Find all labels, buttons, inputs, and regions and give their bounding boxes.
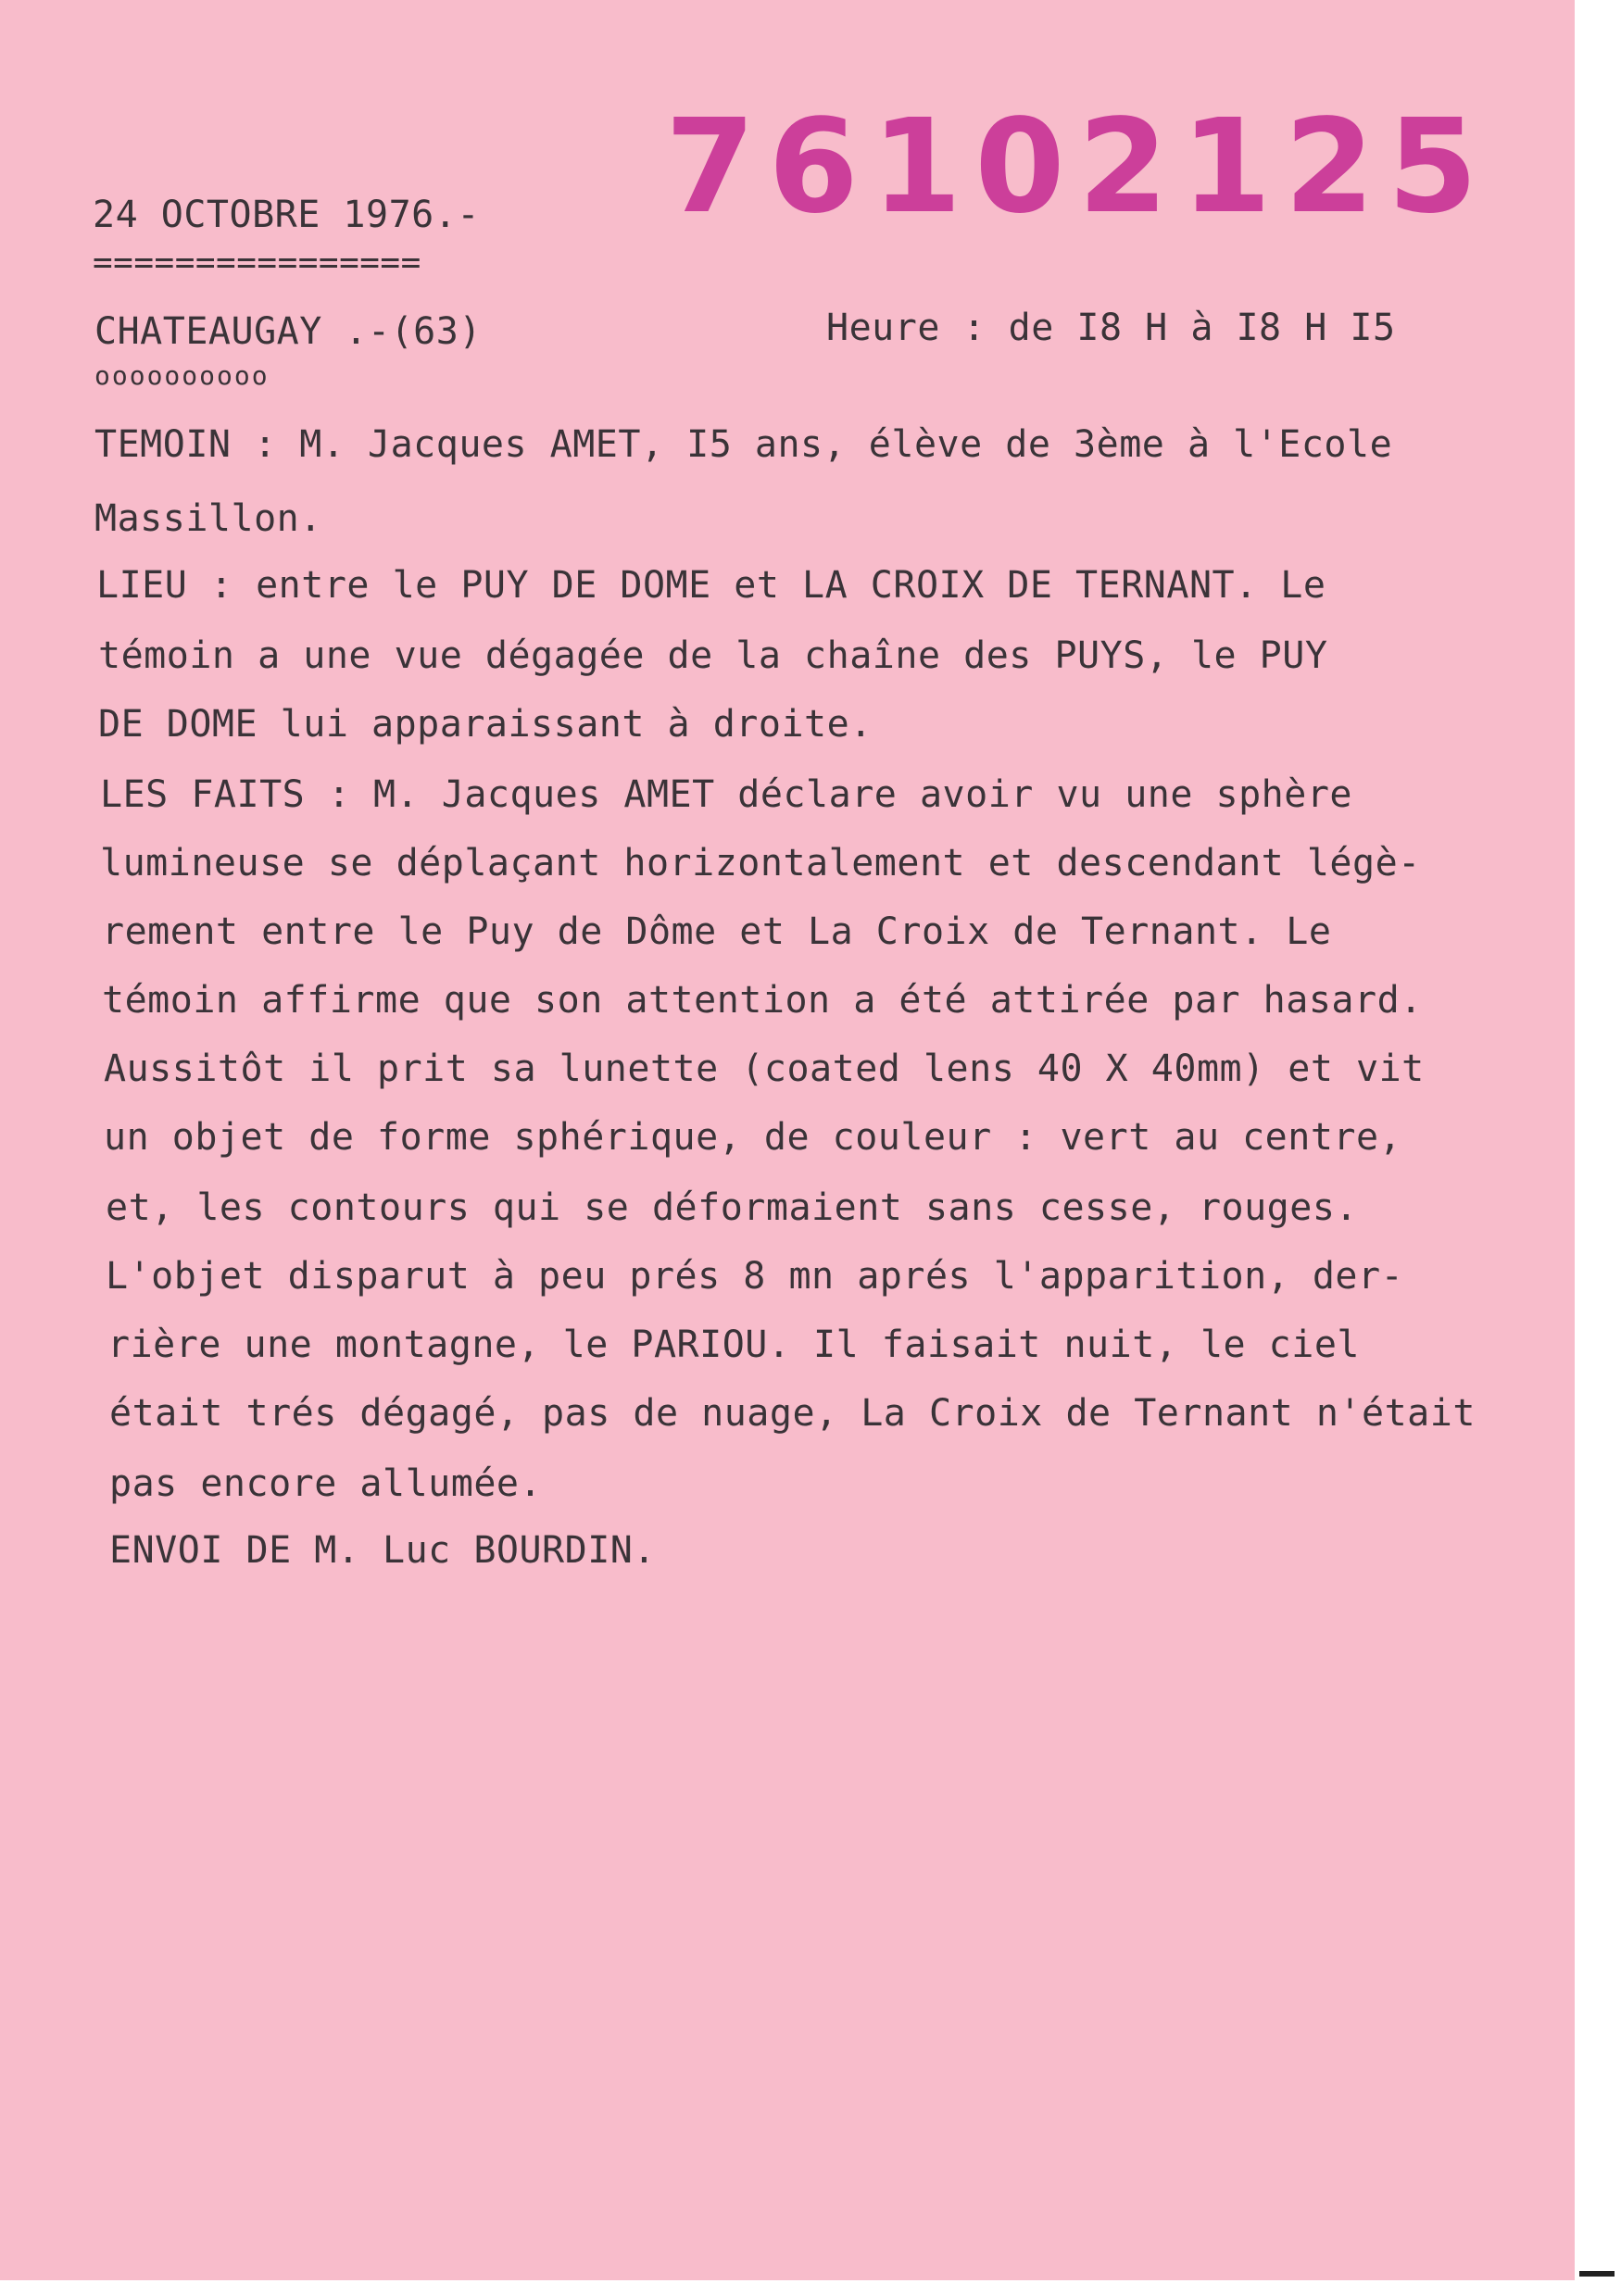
body-line: LES FAITS : M. Jacques AMET déclare avoir vu une sphère: [100, 773, 1353, 816]
body-line: pas encore allumée.: [109, 1462, 543, 1505]
body-line: était trés dégagé, pas de nuage, La Croix de Ternant n'était: [109, 1392, 1476, 1435]
body-line: témoin affirme que son attention a été attirée par hasard.: [102, 979, 1423, 1022]
body-line: rière une montagne, le PARIOU. Il faisait nuit, le ciel: [107, 1324, 1361, 1366]
body-line: témoin a une vue dégagée de la chaîne des PUYS, le PUY: [98, 634, 1328, 677]
report-date: 24 OCTOBRE 1976.-: [93, 194, 480, 236]
body-line: Massillon.: [94, 497, 322, 540]
body-line: lumineuse se déplaçant horizontalement et descendant légè-: [100, 842, 1421, 885]
body-line: DE DOME lui apparaissant à droite.: [98, 703, 873, 746]
body-line: un objet de forme sphérique, de couleur : vert au centre,: [104, 1116, 1402, 1159]
body-line: et, les contours qui se déformaient sans cesse, rouges.: [106, 1186, 1359, 1229]
body-line: Aussitôt il prit sa lunette (coated lens 40 X 40mm) et vit: [104, 1048, 1425, 1090]
scan-margin-bottom: [0, 2280, 1621, 2296]
date-underline: ================: [93, 244, 421, 282]
location-underline: oooooooooo: [94, 360, 270, 391]
report-location: CHATEAUGAY .-(63): [94, 310, 482, 353]
report-time: Heure : de I8 H à I8 H I5: [826, 307, 1396, 349]
body-line: TEMOIN : M. Jacques AMET, I5 ans, élève de 3ème à l'Ecole: [94, 423, 1393, 466]
scan-corner-mark: [1579, 2271, 1615, 2277]
body-line: LIEU : entre le PUY DE DOME et LA CROIX DE TERNANT. Le: [96, 564, 1326, 607]
case-number-stamp: 76102125: [665, 92, 1491, 243]
scan-margin-right: [1575, 0, 1621, 2296]
body-line: L'objet disparut à peu prés 8 mn aprés l'apparition, der-: [106, 1255, 1404, 1298]
body-line: rement entre le Puy de Dôme et La Croix de Ternant. Le: [102, 910, 1332, 953]
body-line: ENVOI DE M. Luc BOURDIN.: [109, 1529, 656, 1572]
